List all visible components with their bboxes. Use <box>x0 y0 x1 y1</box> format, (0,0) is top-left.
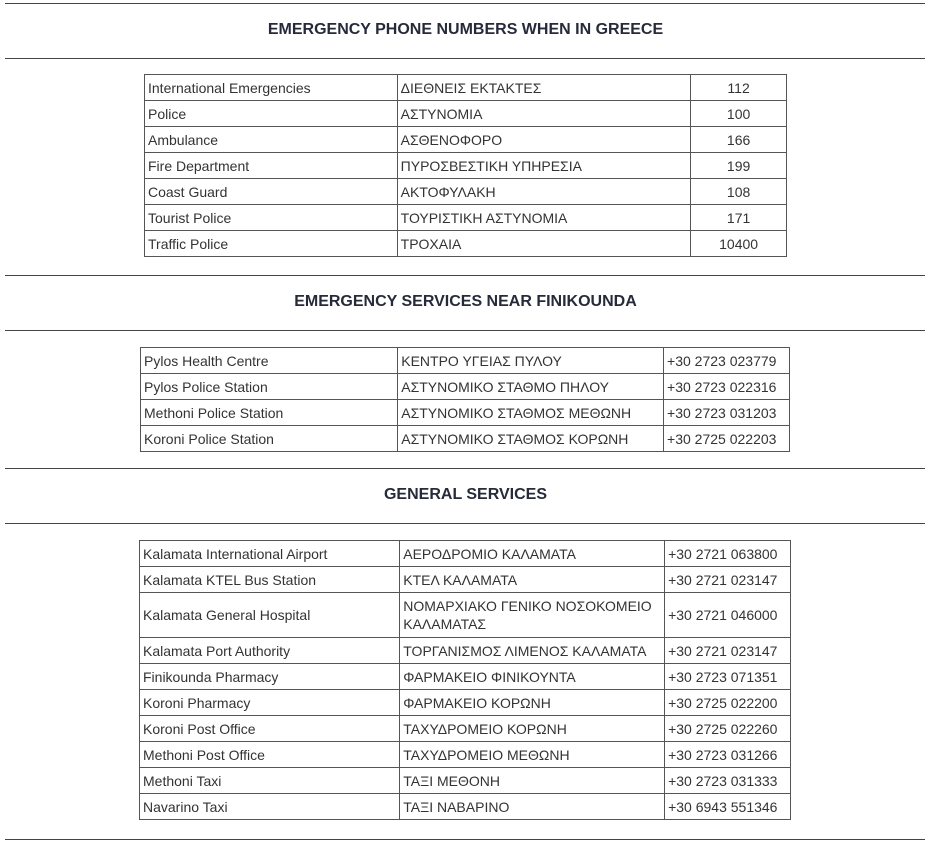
phone-number-cell: 112 <box>691 75 787 101</box>
phone-number-cell: +30 2723 031333 <box>665 768 791 794</box>
greek-name-cell: ΑΣΘΕΝΟΦΟΡΟ <box>397 127 691 153</box>
service-name-cell: Kalamata International Airport <box>140 541 400 567</box>
table-row <box>145 179 787 205</box>
greek-name-cell: ΤΟΥΡΙΣΤΙΚΗ ΑΣΤΥΝΟΜΙΑ <box>397 205 691 231</box>
greek-name-cell: ΔΙΕΘΝΕΙΣ ΕΚΤΑΚΤΕΣ <box>397 75 691 101</box>
service-name-cell: Kalamata General Hospital <box>140 593 400 638</box>
greek-name-cell: ΑΣΤΥΝΟΜΙΑ <box>397 101 691 127</box>
service-name-cell: Methoni Police Station <box>141 400 398 426</box>
service-name-cell: Koroni Police Station <box>141 426 398 452</box>
greek-name-cell: ΦΑΡΜΑΚΕΙΟ ΚΟΡΩΝΗ <box>400 690 665 716</box>
greek-name-cell: ΑΣΤΥΝΟΜΙΚΟ ΣΤΑΘΜΟΣ ΚΟΡΩΝΗ <box>398 426 664 452</box>
table-row <box>145 101 787 127</box>
phone-number-cell: +30 2723 031203 <box>664 400 790 426</box>
phone-number-cell: +30 2725 022260 <box>665 716 791 742</box>
table-row <box>141 374 790 400</box>
service-name-cell: Koroni Pharmacy <box>140 690 400 716</box>
table-row <box>141 400 790 426</box>
greek-name-cell: ΤΑΧΥΔΡΟΜΕΙΟ ΜΕΘΩΝΗ <box>400 742 665 768</box>
greek-name-cell: ΤΟΡΓΑΝΙΣΜΟΣ ΛΙΜΕΝΟΣ ΚΑΛΑΜΑΤΑ <box>400 638 665 664</box>
divider <box>5 275 925 276</box>
greek-name-cell: ΤΑΧΥΔΡΟΜΕΙΟ ΚΟΡΩΝΗ <box>400 716 665 742</box>
phone-number-cell: +30 2725 022200 <box>665 690 791 716</box>
phone-number-cell: +30 2723 031266 <box>665 742 791 768</box>
greek-name-cell: ΑΚΤΟΦΥΛΑΚΗ <box>397 179 691 205</box>
phone-number-cell: +30 2721 023147 <box>665 567 791 593</box>
service-name-cell: Methoni Post Office <box>140 742 400 768</box>
greek-name-cell: ΤΑΞΙ ΝΑΒΑΡΙΝΟ <box>400 794 665 820</box>
phone-number-cell: +30 2721 046000 <box>665 593 791 638</box>
table-row <box>140 794 791 820</box>
divider <box>5 523 925 524</box>
greek-name-cell: ΠΥΡΟΣΒΕΣΤΙΚΗ ΥΠΗΡΕΣΙΑ <box>397 153 691 179</box>
table-row <box>141 348 790 374</box>
service-name-cell: Finikounda Pharmacy <box>140 664 400 690</box>
service-name-cell: Koroni Post Office <box>140 716 400 742</box>
phone-number-cell: +30 2723 022316 <box>664 374 790 400</box>
service-name-cell: Ambulance <box>145 127 398 153</box>
greek-name-cell: ΤΡΟΧΑΙΑ <box>397 231 691 257</box>
service-name-cell: Pylos Health Centre <box>141 348 398 374</box>
phone-number-cell: 10400 <box>691 231 787 257</box>
service-name-cell: Traffic Police <box>145 231 398 257</box>
phone-number-cell: +30 2723 023779 <box>664 348 790 374</box>
service-name-cell: Navarino Taxi <box>140 794 400 820</box>
table-row <box>145 127 787 153</box>
service-name-cell: Pylos Police Station <box>141 374 398 400</box>
table-row <box>145 231 787 257</box>
service-name-cell: Kalamata KTEL Bus Station <box>140 567 400 593</box>
table-row <box>145 205 787 231</box>
table-row <box>140 541 791 567</box>
phone-number-cell: +30 2725 022203 <box>664 426 790 452</box>
divider <box>5 58 925 59</box>
service-name-cell: Coast Guard <box>145 179 398 205</box>
table-row <box>140 638 791 664</box>
service-name-cell: International Emergencies <box>145 75 398 101</box>
table-row <box>145 75 787 101</box>
divider <box>5 3 925 4</box>
table-row <box>145 153 787 179</box>
service-name-cell: Kalamata Port Authority <box>140 638 400 664</box>
greek-name-cell: ΑΕΡΟΔΡΟΜΙΟ ΚΑΛΑΜΑΤΑ <box>400 541 665 567</box>
table-row <box>140 567 791 593</box>
service-name-cell: Police <box>145 101 398 127</box>
greek-name-cell: ΚΕΝΤΡΟ ΥΓΕΙΑΣ ΠΥΛΟΥ <box>398 348 664 374</box>
phone-number-cell: +30 2723 071351 <box>665 664 791 690</box>
table-row <box>140 716 791 742</box>
divider <box>5 330 925 331</box>
section-title-general: GENERAL SERVICES <box>383 486 547 503</box>
divider <box>5 468 925 469</box>
nearby-services-table <box>140 347 790 452</box>
service-name-cell: Tourist Police <box>145 205 398 231</box>
greek-name-cell: ΝΟΜΑΡΧΙΑΚΟ ΓΕΝΙΚΟ ΝΟΣΟΚΟΜΕΙΟ ΚΑΛΑΜΑΤΑΣ <box>400 593 665 638</box>
section-title-emergency: EMERGENCY PHONE NUMBERS WHEN IN GREECE <box>267 21 664 38</box>
greek-name-cell: ΑΣΤΥΝΟΜΙΚΟ ΣΤΑΘΜΟ ΠΗΛΟΥ <box>398 374 664 400</box>
phone-number-cell: +30 2721 023147 <box>665 638 791 664</box>
greek-name-cell: ΚΤΕΛ ΚΑΛΑΜΑΤΑ <box>400 567 665 593</box>
phone-number-cell: +30 2721 063800 <box>665 541 791 567</box>
table-row <box>140 593 791 638</box>
phone-number-cell: 199 <box>691 153 787 179</box>
phone-number-cell: 171 <box>691 205 787 231</box>
table-row <box>140 690 791 716</box>
phone-number-cell: +30 6943 551346 <box>665 794 791 820</box>
table-row <box>140 768 791 794</box>
service-name-cell: Methoni Taxi <box>140 768 400 794</box>
phone-number-cell: 100 <box>691 101 787 127</box>
emergency-numbers-table <box>144 74 787 257</box>
greek-name-cell: ΦΑΡΜΑΚΕΙΟ ΦΙΝΙΚΟΥΝΤΑ <box>400 664 665 690</box>
section-title-near: EMERGENCY SERVICES NEAR FINIKOUNDA <box>294 293 637 310</box>
divider <box>5 839 925 840</box>
general-services-table <box>139 540 791 820</box>
phone-number-cell: 108 <box>691 179 787 205</box>
table-row <box>140 664 791 690</box>
greek-name-cell: ΑΣΤΥΝΟΜΙΚΟ ΣΤΑΘΜΟΣ ΜΕΘΩΝΗ <box>398 400 664 426</box>
table-row <box>141 426 790 452</box>
service-name-cell: Fire Department <box>145 153 398 179</box>
table-row <box>140 742 791 768</box>
phone-number-cell: 166 <box>691 127 787 153</box>
greek-name-cell: ΤΑΞΙ ΜΕΘΟΝΗ <box>400 768 665 794</box>
